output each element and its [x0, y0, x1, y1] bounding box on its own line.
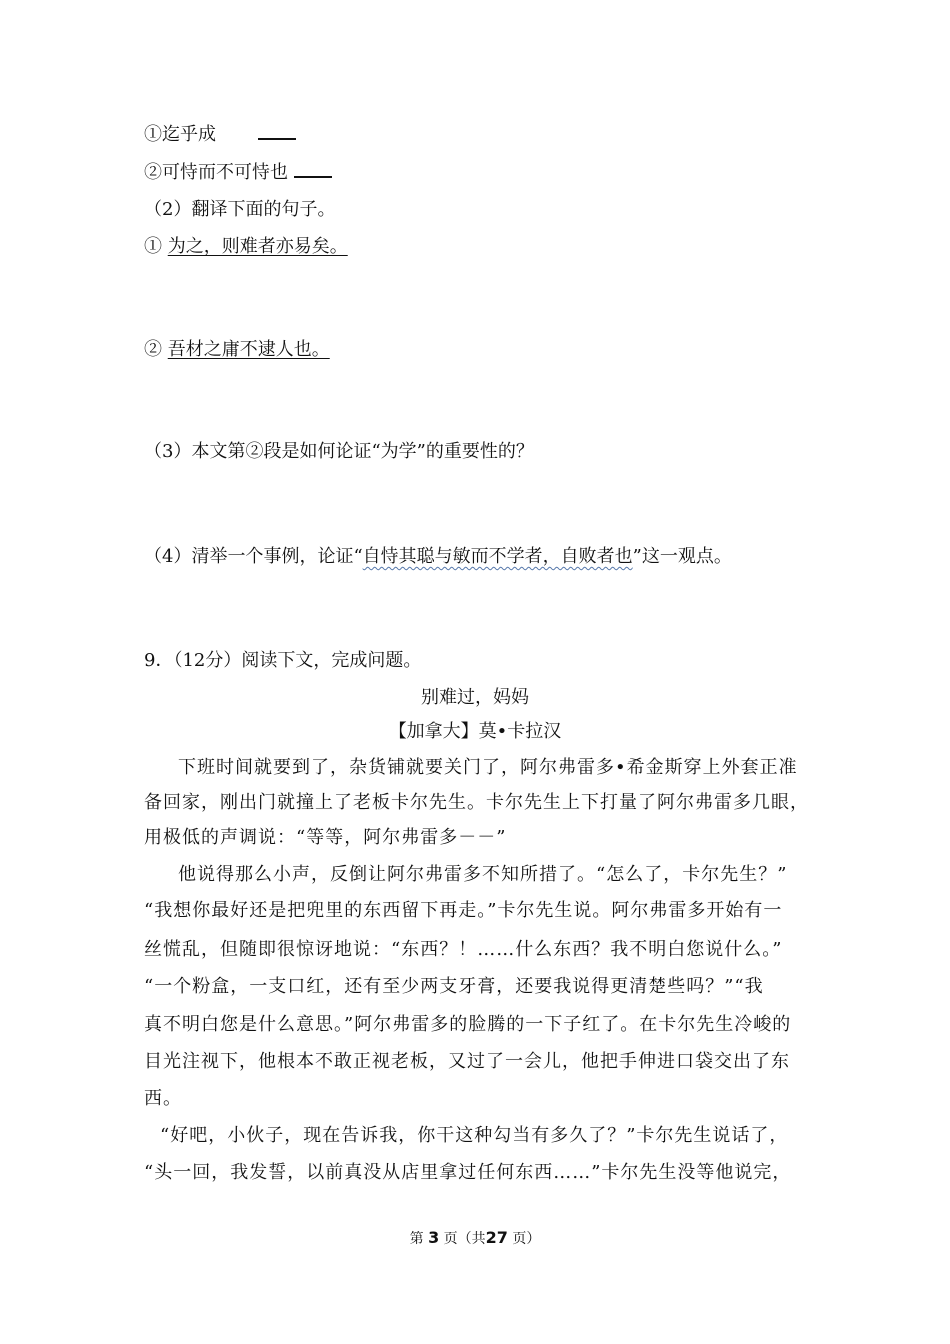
footer-middle: 页（共 [443, 1231, 486, 1247]
q8-item-2-label: ②可恃而不可恃也 [144, 162, 288, 183]
q8-item-2 [144, 160, 332, 185]
sub4-prefix: （4）清举一个事例，论证“ [144, 546, 363, 567]
article-line: 丝慌乱，但随即很惊讶地说：“东西？！……什么东西？我不明白您说什么。” [144, 939, 783, 960]
article-line: 西。 [144, 1088, 182, 1109]
article-author: 【加拿大】莫•卡拉汉 [388, 721, 562, 742]
answer-blank-1 [258, 122, 296, 140]
sub4-suffix: ”这一观点。 [632, 546, 732, 567]
sentence-1-marker: ① [144, 236, 168, 257]
footer-prefix: 第 [409, 1231, 424, 1247]
page-footer [0, 1228, 950, 1248]
sentence-1-text: 为之，则难者亦易矣。 [167, 236, 348, 257]
article-line: 下班时间就要到了，杂货铺就要关门了，阿尔弗雷多•希金斯穿上外套正准 [178, 757, 798, 778]
article-line: “我想你最好还是把兜里的东西留下再走。”卡尔先生说。阿尔弗雷多开始有一 [144, 900, 783, 921]
page-total: 27 [485, 1228, 508, 1247]
sentence-2-marker: ② [144, 339, 168, 360]
article-line: “头一回，我发誓，以前真没从店里拿过任何东西……”卡尔先生没等他说完， [144, 1162, 792, 1183]
article-line: “一个粉盒，一支口红，还有至少两支牙膏，还要我说得更清楚些吗？”“我 [144, 976, 764, 997]
article-line: 目光注视下，他根本不敢正视老板，又过了一会儿，他把手伸进口袋交出了东 [144, 1051, 790, 1072]
q8-sentence-1 [144, 235, 348, 259]
article-line: 用极低的声调说：“等等，阿尔弗雷多－－” [144, 827, 507, 848]
q8-sub4-prompt [144, 545, 732, 569]
footer-suffix: 页） [512, 1231, 541, 1247]
q9-heading: 9．（12分）阅读下文，完成问题。 [144, 650, 422, 671]
q8-item-1 [144, 122, 296, 147]
answer-blank-2 [294, 160, 332, 178]
q8-sub3-prompt: （3）本文第②段是如何论证“为学”的重要性的？ [144, 441, 534, 462]
q8-sentence-2 [144, 338, 330, 362]
article-line: 真不明白您是什么意思。”阿尔弗雷多的脸腾的一下子红了。在卡尔先生冷峻的 [144, 1014, 792, 1035]
page-number: 3 [428, 1228, 440, 1247]
article-line: 备回家，刚出门就撞上了老板卡尔先生。卡尔先生上下打量了阿尔弗雷多几眼， [144, 792, 809, 813]
sub4-quote: 自恃其聪与敏而不学者，自败者也 [362, 546, 633, 567]
sentence-2-text: 吾材之庸不逮人也。 [167, 339, 330, 360]
article-line: 他说得那么小声，反倒让阿尔弗雷多不知所措了。“怎么了，卡尔先生？” [178, 864, 788, 885]
article-line: “好吧，小伙子，现在告诉我，你干这种勾当有多久了？”卡尔先生说话了， [160, 1125, 789, 1146]
article-title: 别难过，妈妈 [421, 687, 529, 708]
q8-sub2-prompt: （2）翻译下面的句子。 [144, 199, 336, 220]
q8-item-1-label: ①迄乎成 [144, 124, 216, 145]
